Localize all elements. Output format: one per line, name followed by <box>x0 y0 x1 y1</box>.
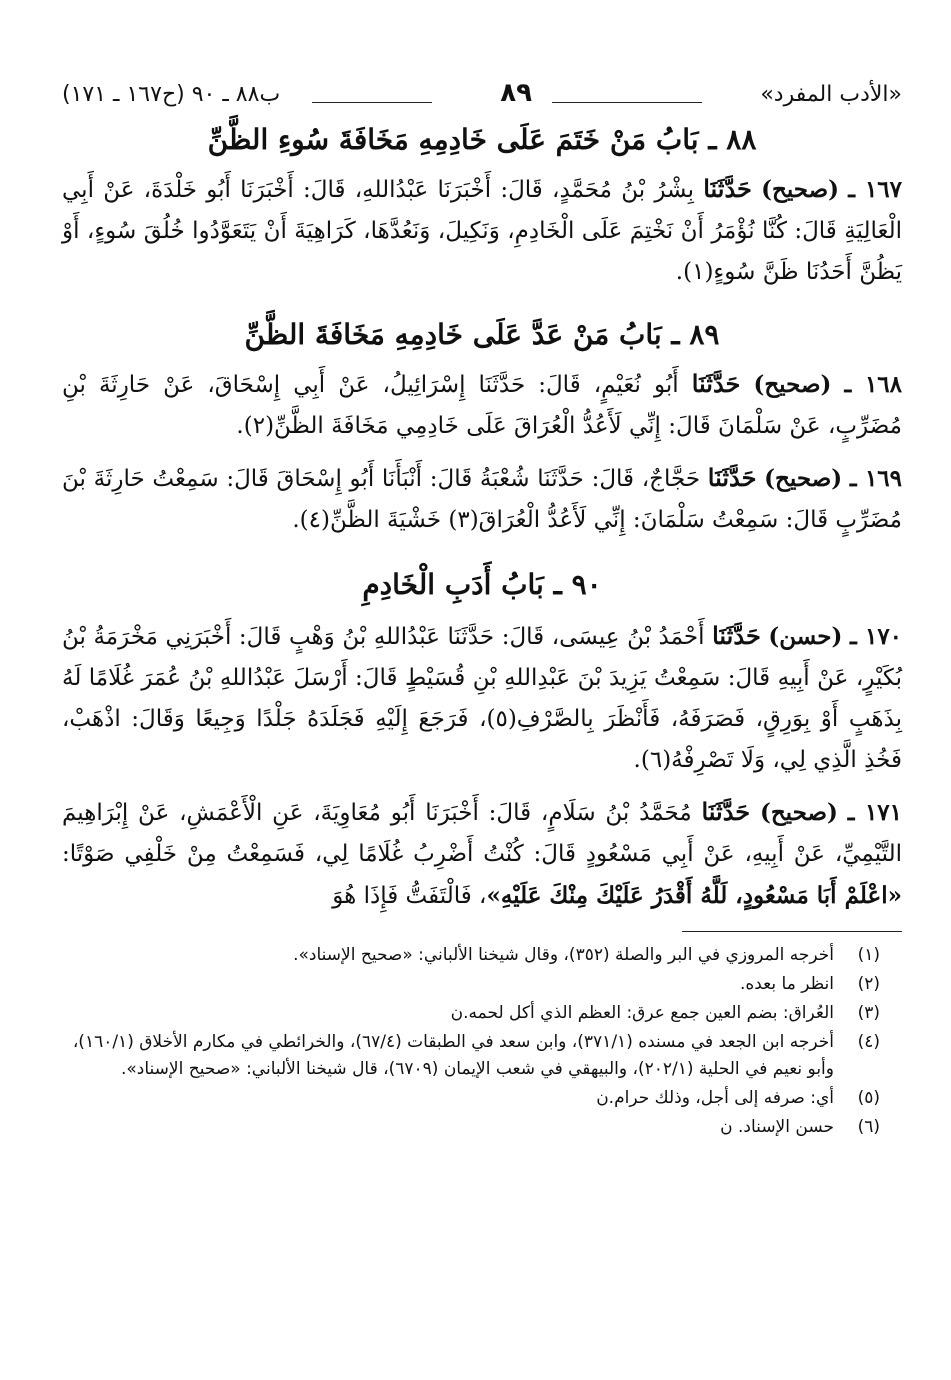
hadith-haddathana: حَدَّثَنَا <box>691 369 741 398</box>
footnote-1 <box>62 942 880 969</box>
footnote-text: أخرجه المروزي في البر والصلة (٣٥٢)، وقال شيخنا الألباني: «صحيح الإسناد». <box>293 945 834 965</box>
hadith-167 <box>62 168 902 293</box>
footnote-2 <box>62 971 880 998</box>
hadith-text: حَجَّاجٌ، قَالَ: حَدَّثَنَا شُعْبَةُ قَالَ: أَنْبَأَنَا أَبُو إِسْحَاقَ قَالَ: سَمِعْتُ حَارِثَةَ بْنَ مُضَرِّبٍ قَالَ: سَمِعْتُ سَلْمَانَ: إِنِّي لَأَعُدُّ الْعُرَاقَ(٣) خَشْيَةَ الظَّنِّ(٤). <box>62 466 902 533</box>
hadith-grade: (حسن) <box>768 623 843 650</box>
running-header <box>62 78 902 118</box>
hadith-grade: (صحيح) <box>753 371 832 398</box>
footnote-marker: (٢) <box>857 974 880 994</box>
chapter-heading-88: ٨٨ ـ بَابُ مَنْ خَتَمَ عَلَى خَادِمِهِ مَخَافَةَ سُوءِ الظَّنِّ <box>207 123 757 156</box>
footnote-text: أي: صرفه إلى أجل، وذلك حرام.ن <box>596 1088 834 1108</box>
footnote-5 <box>62 1085 880 1112</box>
hadith-number: ١٦٧ ـ <box>848 176 903 203</box>
footnote-marker: (٣) <box>857 1003 880 1023</box>
book-page <box>62 78 902 1143</box>
hadith-169 <box>62 457 902 541</box>
hadith-text: بِشْرُ بْنُ مُحَمَّدٍ، قَالَ: أَخْبَرَنَا عَبْدُاللهِ، قَالَ: أَخْبَرَنَا أَبُو خَلْدَةَ، عَنْ أَبِي الْعَالِيَةِ قَالَ: كُنَّا نُؤْمَرُ أَنْ نَخْتِمَ عَلَى الْخَادِمِ، وَنَكِيلَ، وَنَعُدَّهَا، كَرَاهِيَةَ أَنْ يَتَعَوَّدُوا خُلُقَ سُوءٍ، أَوْ يَظُنَّ أَحَدُنَا ظَنَّ سُوءٍ(١). <box>62 177 902 285</box>
hadith-haddathana: حَدَّثَنَا <box>707 463 757 492</box>
footnote-marker: (٦) <box>857 1117 880 1137</box>
hadith-grade: (صحيح) <box>761 176 840 203</box>
hadith-grade: (صحيح) <box>759 799 838 826</box>
hadith-haddathana: حَدَّثَنَا <box>701 797 751 826</box>
hadith-text: أَحْمَدُ بْنُ عِيسَى، قَالَ: حَدَّثَنَا عَبْدُاللهِ بْنُ وَهْبٍ قَالَ: أَخْبَرَنِي مَخْرَمَةُ بْنُ بُكَيْرٍ، عَنْ أَبِيهِ قَالَ: سَمِعْتُ يَزِيدَ بْنَ عَبْدِاللهِ بْنِ قُسَيْطٍ قَالَ: أَرْسَلَ عَبْدُاللهِ بْنُ عُمَرَ غُلَامًا لَهُ بِذَهَبٍ أَوْ بِوَرِقٍ، فَصَرَفَهُ، فَأَنْظَرَ بِالصَّرْفِ(٥)، فَرَجَعَ إِلَيْهِ فَجَلَدَهُ جَلْدًا وَجِيعًا وَقَالَ: اذْهَبْ، فَخُذِ الَّذِي لِي، وَلَا تَصْرِفْهُ(٦). <box>62 624 903 773</box>
header-rule-right <box>552 102 702 103</box>
chapter-heading-90: ٩٠ ـ بَابُ أَدَبِ الْخَادِمِ <box>362 568 602 601</box>
footnote-text: انظر ما بعده. <box>739 974 834 994</box>
hadith-haddathana: حَدَّثَنَا <box>712 621 761 650</box>
hadith-haddathana: حَدَّثَنَا <box>703 174 752 203</box>
chapter-heading-89: ٨٩ ـ بَابُ مَنْ عَدَّ عَلَى خَادِمِهِ مَخَافَةَ الظَّنِّ <box>244 318 720 351</box>
footnote-separator <box>682 931 902 932</box>
hadith-text-continued: ، فَالْتَفَتُّ فَإِذَا هُوَ <box>332 883 487 909</box>
hadith-168 <box>62 363 902 447</box>
footnote-4 <box>62 1029 880 1083</box>
footnotes <box>62 942 880 1141</box>
footnote-marker: (٥) <box>857 1088 880 1108</box>
footnote-3 <box>62 1000 880 1027</box>
footnote-text: حسن الإسناد. ن <box>720 1117 834 1137</box>
hadith-171 <box>62 791 902 917</box>
footnote-6 <box>62 1114 880 1141</box>
hadith-number: ١٦٩ ـ <box>849 465 903 492</box>
hadith-quote: «اعْلَمْ أَبَا مَسْعُودٍ، لَلَّهُ أَقْدَرُ عَلَيْكَ مِنْكَ عَلَيْهِ» <box>486 882 902 909</box>
hadith-number: ١٧٠ ـ <box>849 623 903 650</box>
header-book-title: «الأدب المفرد» <box>760 82 902 107</box>
page-number: ٨٩ <box>500 78 532 108</box>
header-rule-left <box>312 102 432 103</box>
footnote-marker: (١) <box>857 945 880 965</box>
footnote-text: أخرجه ابن الجعد في مسنده (٣٧١/١)، وابن سعد في الطبقات (٦٧/٤)، والخرائطي في مكارم الأخلاق (١٦٠/١)، وأبو نعيم في الحلية (٢٠٢/١)، والبيهقي في شعب الإيمان (٦٧٠٩)، قال شيخنا الألباني: «صحيح الإسناد». <box>72 1032 834 1079</box>
header-chapter-range: ب٨٨ ـ ٩٠ (ح١٦٧ ـ ١٧١) <box>62 82 281 107</box>
footnote-marker: (٤) <box>857 1032 880 1052</box>
hadith-number: ١٧١ ـ <box>847 799 903 826</box>
footnote-text: العُراق: بضم العين جمع عرق: العظم الذي أكل لحمه.ن <box>450 1003 834 1023</box>
hadith-170 <box>62 615 902 781</box>
hadith-grade: (صحيح) <box>764 465 843 492</box>
hadith-number: ١٦٨ ـ <box>844 371 903 398</box>
hadith-text: مُحَمَّدُ بْنُ سَلَامٍ، قَالَ: أَخْبَرَنَا أَبُو مُعَاوِيَةَ، عَنِ الْأَعْمَشِ، عَنْ إِبْرَاهِيمَ التَّيْمِيِّ، عَنْ أَبِيهِ، عَنْ أَبِي مَسْعُودٍ قَالَ: كُنْتُ أَضْرِبُ غُلَامًا لِي، فَسَمِعْتُ مِنْ خَلْفِي صَوْتًا: <box>62 800 902 867</box>
hadith-text: أَبُو نُعَيْمٍ، قَالَ: حَدَّثَنَا إِسْرَائِيلُ، عَنْ أَبِي إِسْحَاقَ، عَنْ حَارِثَةَ بْنِ مُضَرِّبٍ، عَنْ سَلْمَانَ قَالَ: إِنِّي لَأَعُدُّ الْعُرَاقَ عَلَى خَادِمِي مَخَافَةَ الظَّنِّ(٢). <box>62 372 902 439</box>
